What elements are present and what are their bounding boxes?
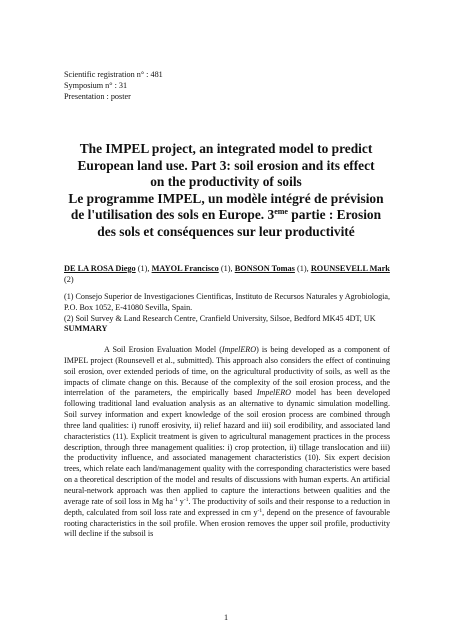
title-fr-line-2-start: de l'utilisation des sols en Europe. 3 [70,207,275,223]
title-en-line-1: The IMPEL project, an integrated model to predict [79,141,373,156]
title-fr-line-2-end: partie : Erosion [287,207,382,223]
summary-text: . The productivity of soils and their response to a reduction in depth, calculated from soil loss rate and expressed in cm y [64,496,390,517]
author-mayol: MAYOL Francisco [151,264,219,273]
summary-text: ) is being developed as a component of IMPEL project (Rounsevell et al., submitted). This approach also considers the effect of continuing soil erosion, over extended periods of time, on the agricultural productivity of soils, as well as the impacts of climate change on this. Because of the complexity of the soil erosion process, and the interrelation of the parameters, the empirically based [64,345,390,398]
model-name: ImpelERO [221,345,257,354]
affiliation-2: (2) Soil Survey & Land Research Centre, Cranfield University, Silsoe, Bedford MK45 4DT, UK [64,314,376,324]
title-fr-line-2 [56,207,396,224]
author-ref: (1), [218,264,235,273]
affiliation-1: (1) Consejo Superior de Investigaciones Cientificas, Instituto de Recursos Naturales y Agrobiologia, P.O. Box 1052, E-41080 Sevilla, Spain. [64,292,390,312]
submission-metadata [64,70,163,102]
title-fr-line-3: des sols et conséquences sur leur productivité [97,223,355,239]
author-de-la-rosa: DE LA ROSA Diego [64,264,136,273]
summary-body [64,345,390,540]
title-en-line-3: on the productivity of soils [150,174,302,190]
title-ordinal-superscript: eme [274,207,288,217]
unit-exponent: -1 [173,496,178,503]
affiliations [64,292,390,326]
author-ref: (2) [64,274,74,284]
unit-exponent: -1 [257,507,263,514]
author-list [64,264,390,285]
summary-text: A Soil Erosion Evaluation Model ( [104,345,222,354]
paper-title [56,141,396,241]
registration-line: Scientific registration n° : 481 [64,70,163,79]
presentation-line: Presentation : poster [64,91,131,101]
author-ref: (1), [135,264,152,273]
summary-paragraph [64,345,390,540]
page-number: 1 [223,613,229,622]
author-ref: (1), [294,264,309,273]
summary-text: y [177,496,184,506]
summary-text: , depend on the presence of favourable rooting characteristics in the soil profile. When erosion removes the upper soil profile, productivity will decline if the subsoil is [64,507,390,539]
title-en-line-2: European land use. Part 3: soil erosion and its effect [77,157,375,173]
symposium-line: Symposium n° : 31 [64,80,128,90]
author-bonson: BONSON Tomas [234,264,295,273]
model-name: ImpelERO [256,388,292,398]
title-fr-line-1: Le programme IMPEL, un modèle intégré de prévision [68,190,384,206]
author-rounsevell: ROUNSEVELL Mark [310,264,390,273]
unit-exponent: -1 [183,496,189,503]
summary-heading: SUMMARY [64,324,108,333]
summary-text: model has been developed following traditional land evaluation analysis as an alternative to dynamic simulation modelling. Soil survey information and expert knowledge of the soil erosion process are combined through three land qualities: i) runoff erosivity, ii) relief hazard and iii) soil erodibility, and associated land characteristics (11). Explicit treatment is given to agricultural management practices in the process description, through three management qualities: i) crop protection, ii) tillage translocation and iii) the productivity influence, and associated management characteristics (10). Six expert decision trees, which relate each land/management quality with the corresponding characteristics were based on a theoretical description of the model and results of discussions with human experts. An artificial neural-network approach was then applied to capture the interactions between qualities and the average rate of soil loss in Mg ha [64,388,391,506]
